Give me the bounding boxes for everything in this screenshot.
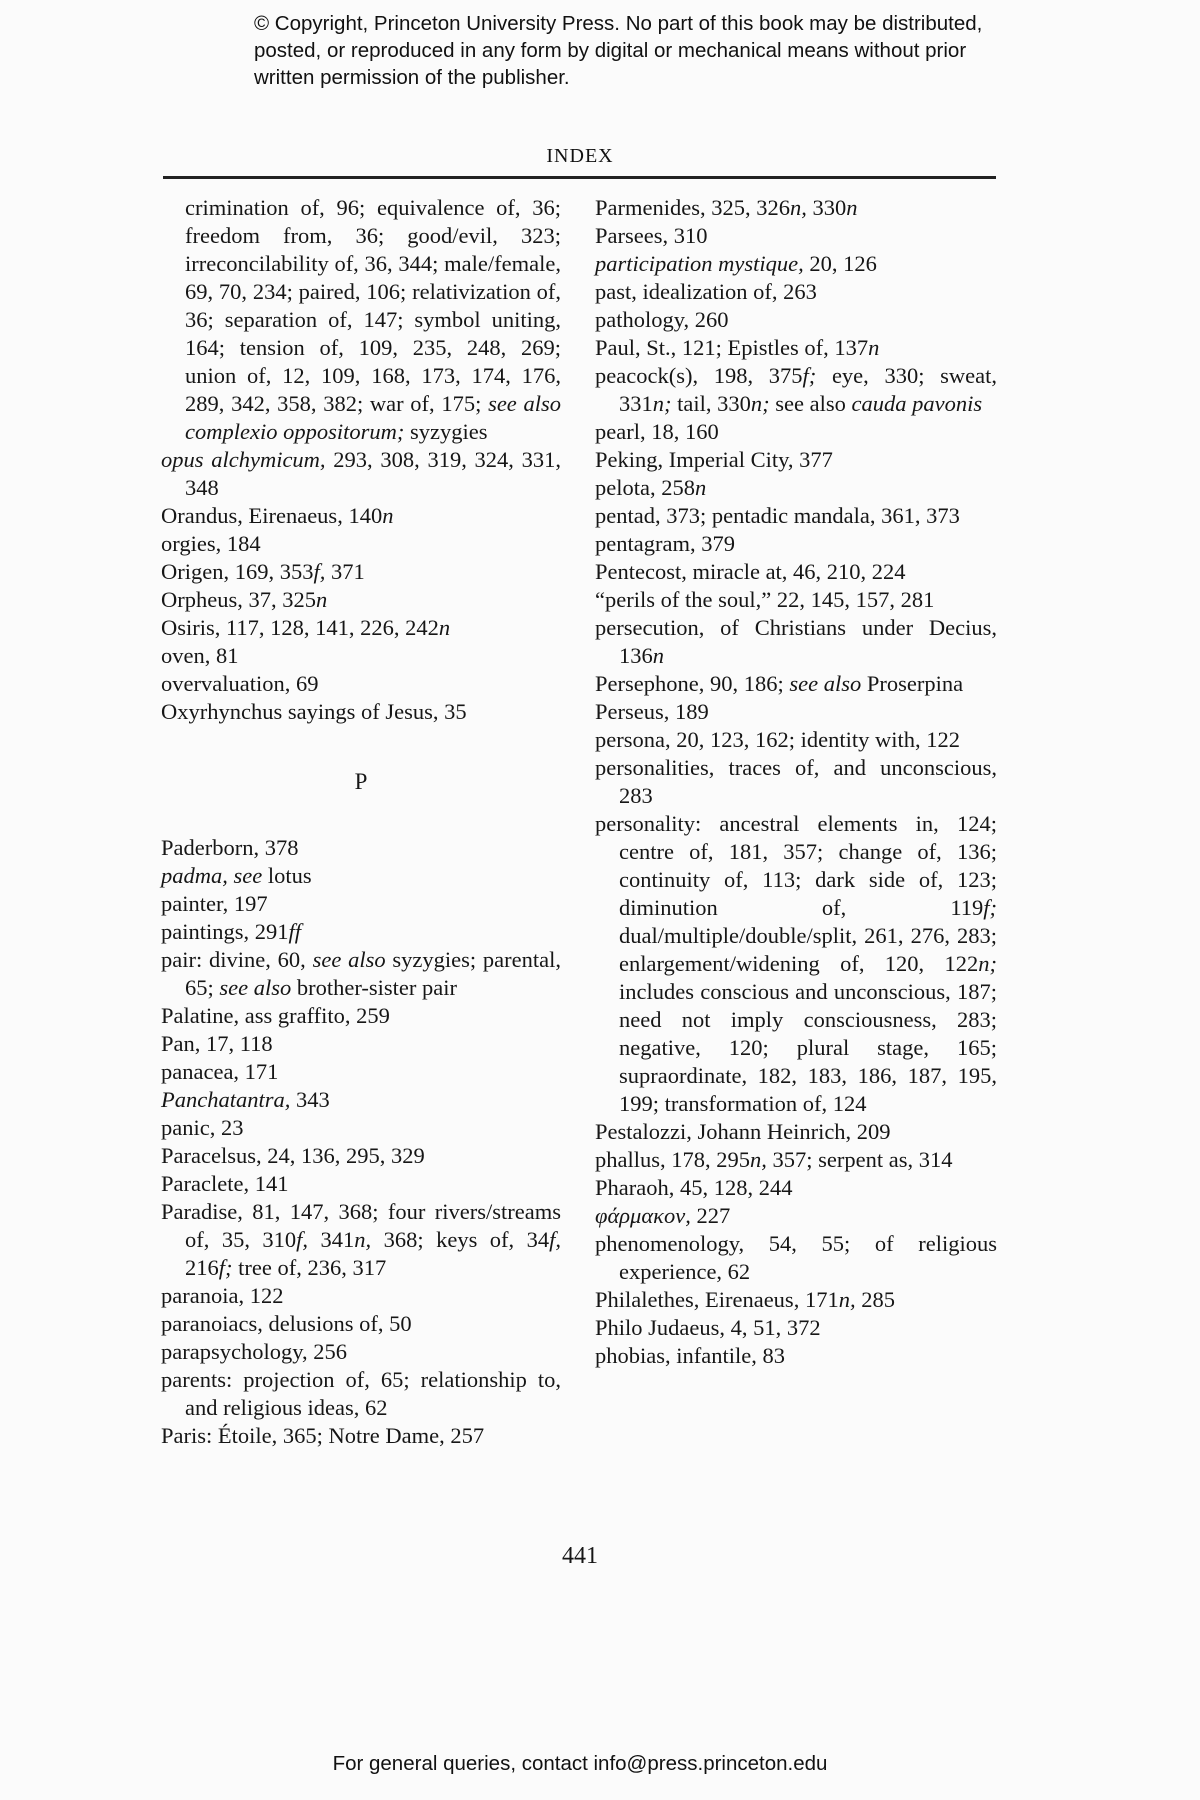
right-entries [595, 194, 997, 1370]
left-entries-before [161, 194, 561, 726]
index-entry: pearl, 18, 160 [595, 419, 719, 444]
index-entry: pentad, 373; pentadic mandala, 361, 373 [595, 503, 960, 528]
index-entry: padma, see lotus [161, 863, 312, 888]
index-entry: participation mystique, 20, 126 [595, 251, 877, 276]
index-column-left [161, 194, 561, 1450]
index-entry: Paraclete, 141 [161, 1171, 289, 1196]
index-entry: peacock(s), 198, 375f; eye, 330; sweat, 331n; tail, 330n; see also cauda pavonis [595, 363, 997, 416]
index-entry: paranoia, 122 [161, 1283, 284, 1308]
index-entry: Philo Judaeus, 4, 51, 372 [595, 1315, 821, 1340]
index-entry: Orandus, Eirenaeus, 140n [161, 503, 394, 528]
index-entry: parents: projection of, 65; relationship to, and religious ideas, 62 [161, 1367, 561, 1420]
index-entry: panacea, 171 [161, 1059, 279, 1084]
index-entry: pair: divine, 60, see also syzygies; parental, 65; see also brother-sister pair [161, 947, 561, 1000]
index-entry: Perseus, 189 [595, 699, 709, 724]
index-entry: phallus, 178, 295n, 357; serpent as, 314 [595, 1147, 953, 1172]
index-entry: pelota, 258n [595, 475, 707, 500]
index-entry: Pan, 17, 118 [161, 1031, 273, 1056]
page-number: 441 [562, 1543, 598, 1569]
index-entry: Panchatantra, 343 [161, 1087, 330, 1112]
index-entry: Pestalozzi, Johann Heinrich, 209 [595, 1119, 891, 1144]
index-entry: Paracelsus, 24, 136, 295, 329 [161, 1143, 425, 1168]
index-entry: Philalethes, Eirenaeus, 171n, 285 [595, 1287, 895, 1312]
header-rule [163, 176, 996, 179]
left-entries-after [161, 834, 561, 1450]
index-entry: Origen, 169, 353f, 371 [161, 559, 365, 584]
index-entry: orgies, 184 [161, 531, 261, 556]
index-entry: Pentecost, miracle at, 46, 210, 224 [595, 559, 906, 584]
index-entry: overvaluation, 69 [161, 671, 319, 696]
index-entry: parapsychology, 256 [161, 1339, 347, 1364]
index-entry: crimination of, 96; equivalence of, 36; freedom from, 36; good/evil, 323; irreconcilability of, 36, 344; male/female, 69, 70, 234; paired, 106; relativization of, 36; separation of, 147; symbol uniting, 164; tension of, 109, 235, 248, 269; union of, 12, 109, 168, 173, 174, 176, 289, 342, 358, 382; war of, 175; see also complexio oppositorum; syzygies [185, 195, 561, 444]
index-entry: Peking, Imperial City, 377 [595, 447, 833, 472]
index-entry: opus alchymicum, 293, 308, 319, 324, 331, 348 [161, 447, 562, 500]
index-entry: Parmenides, 325, 326n, 330n [595, 195, 858, 220]
running-head: INDEX [546, 145, 614, 167]
index-entry: phenomenology, 54, 55; of religious experience, 62 [595, 1231, 997, 1284]
index-entry: persecution, of Christians under Decius, 136n [595, 615, 997, 668]
index-entry: panic, 23 [161, 1115, 244, 1140]
index-entry: Paris: Étoile, 365; Notre Dame, 257 [161, 1423, 485, 1448]
index-entry: “perils of the soul,” 22, 145, 157, 281 [595, 587, 935, 612]
copyright-notice: © Copyright, Princeton University Press. No part of this book may be distributed, posted, or reproduced in any form by digital or mechanical means without prior written permission of the publisher. [254, 12, 983, 89]
index-entry: Orpheus, 37, 325n [161, 587, 328, 612]
index-entry: phobias, infantile, 83 [595, 1343, 785, 1368]
index-entry: painter, 197 [161, 891, 268, 916]
index-entry: personalities, traces of, and unconscious, 283 [595, 755, 997, 808]
index-entry: Pharaoh, 45, 128, 244 [595, 1175, 793, 1200]
index-entry: persona, 20, 123, 162; identity with, 122 [595, 727, 960, 752]
index-entry: Paul, St., 121; Epistles of, 137n [595, 335, 880, 360]
index-entry: oven, 81 [161, 643, 239, 668]
section-letter: P [354, 769, 368, 794]
index-entry: Persephone, 90, 186; see also Proserpina [595, 671, 964, 696]
index-entry: Parsees, 310 [595, 223, 708, 248]
index-entry: Palatine, ass graffito, 259 [161, 1003, 390, 1028]
index-entry: paranoiacs, delusions of, 50 [161, 1311, 412, 1336]
footer-contact: For general queries, contact info@press.princeton.edu [332, 1752, 828, 1775]
index-entry: Oxyrhynchus sayings of Jesus, 35 [161, 699, 467, 724]
index-entry: Osiris, 117, 128, 141, 226, 242n [161, 615, 451, 640]
index-entry: pathology, 260 [595, 307, 729, 332]
index-entry: φάρμακον, 227 [595, 1203, 731, 1228]
index-entry: pentagram, 379 [595, 531, 735, 556]
index-column-right [595, 194, 997, 1370]
index-entry: past, idealization of, 263 [595, 279, 817, 304]
index-entry: personality: ancestral elements in, 124; centre of, 181, 357; change of, 136; continuity of, 113; dark side of, 123; diminution of, 119f; dual/multiple/double/split, 261, 276, 283; enlargement/widening of, 120, 122n; includes conscious and unconscious, 187; need not imply consciousness, 283; negative, 120; plural stage, 165; supraordinate, 182, 183, 186, 187, 195, 199; transformation of, 124 [595, 811, 997, 1116]
index-entry: paintings, 291ff [161, 919, 302, 944]
index-entry: Paderborn, 378 [161, 835, 299, 860]
index-entry: Paradise, 81, 147, 368; four rivers/streams of, 35, 310f, 341n, 368; keys of, 34f, 216f; tree of, 236, 317 [161, 1199, 561, 1280]
